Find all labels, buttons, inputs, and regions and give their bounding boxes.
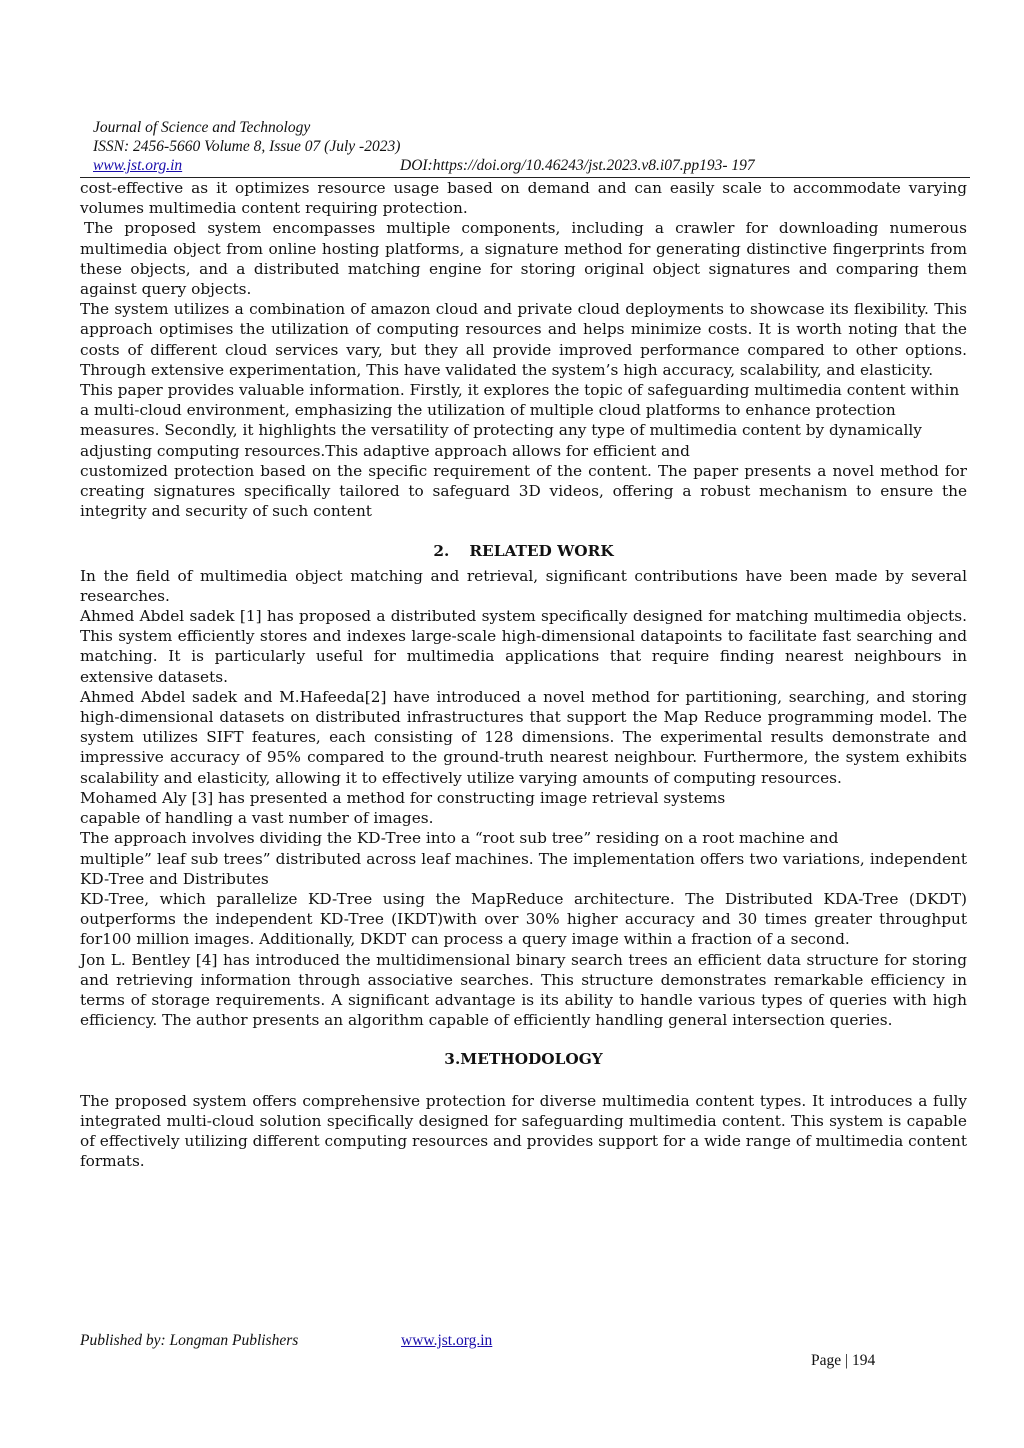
- related-work-paragraph: Ahmed Abdel sadek and M.Hafeeda[2] have introduced a novel method for partitioning, searching, and storing high-dimensional datasets on distributed infrastructures that support the Map Reduce programming model. The system utilizes SIFT features, each consisting of 128 dimensions. The experimental results demonstrate and impressive accuracy of 95% compared to the ground-truth nearest neighbour. Furthermore, the system exhibits scalability and elasticity, allowing it to effectively utilize varying amounts of computing resources.: [80, 687, 967, 787]
- journal-issn: ISSN: 2456-5660 Volume 8, Issue 07 (July -2023): [93, 138, 401, 155]
- related-work-paragraph: KD-Tree, which parallelize KD-Tree using the MapReduce architecture. The Distributed KDA-Tree (DKDT) outperforms the independent KD-Tree (IKDT)with over 30% higher accuracy and 30 times greater throughput for100 million images. Additionally, DKDT can process a query image within a fraction of a second.: [80, 889, 967, 949]
- header-doi: DOI:https://doi.org/10.46243/jst.2023.v8.i07.pp193- 197: [400, 157, 755, 174]
- intro-paragraph: The proposed system encompasses multiple components, including a crawler for downloading numerous multimedia object from online hosting platforms, a signature method for generating distinctive fingerprints from these objects, and a distributed matching engine for storing original object signatures and comparing them against query objects.: [80, 219, 967, 299]
- section-heading-methodology: 3.METHODOLOGY: [444, 1050, 603, 1069]
- intro-paragraph: cost-effective as it optimizes resource usage based on demand and can easily scale to accommodate varying volumes multimedia content requiring protection.: [80, 179, 967, 218]
- footer-website-link[interactable]: www.jst.org.in: [401, 1332, 493, 1349]
- intro-paragraph: adjusting computing resources.This adaptive approach allows for efficient and: [80, 441, 690, 460]
- header-website-link[interactable]: www.jst.org.in: [93, 157, 183, 174]
- related-work-paragraph: Mohamed Aly [3] has presented a method for constructing image retrieval systems: [80, 788, 726, 807]
- related-work-paragraph: In the field of multimedia object matching and retrieval, significant contributions have been made by several researches.: [80, 566, 967, 605]
- header-links-row: [93, 156, 793, 175]
- intro-paragraph: The system utilizes a combination of amazon cloud and private cloud deployments to showcase its flexibility. This approach optimises the utilization of computing resources and helps minimize costs. It is worth noting that the costs of different cloud services vary, but they all provide improved performance compared to other options. Through extensive experimentation, This have validated the system’s high accuracy, scalability, and elasticity.: [80, 300, 967, 379]
- section-number: 2.: [433, 542, 450, 561]
- related-work-paragraph: multiple” leaf sub trees” distributed across leaf machines. The implementation offers two variations, independent KD-Tree and Distributes: [80, 849, 967, 888]
- intro-paragraph: This paper provides valuable information. Firstly, it explores the topic of safeguarding multimedia content within a multi-cloud environment, emphasizing the utilization of multiple cloud platforms to enhance protection measures. Secondly, it highlights the versatility of protecting any type of multimedia content by dynamically: [80, 381, 960, 440]
- section-title: RELATED WORK: [469, 542, 614, 561]
- section-heading-related-work: [80, 541, 967, 561]
- article-body: [80, 178, 967, 1171]
- related-work-paragraph: The approach involves dividing the KD-Tree into a “root sub tree” residing on a root machine and: [80, 829, 839, 848]
- methodology-paragraph: The proposed system offers comprehensive protection for diverse multimedia content types. It introduces a fully integrated multi-cloud solution specifically designed for safeguarding multimedia content. This system is capable of effectively utilizing different computing resources and provides support for a wide range of multimedia content formats.: [80, 1091, 967, 1171]
- related-work-paragraph: Ahmed Abdel sadek [1] has proposed a distributed system specifically designed for matching multimedia objects. This system efficiently stores and indexes large-scale high-dimensional datapoints to facilitate fast searching and matching. It is particularly useful for multimedia applications that require finding nearest neighbours in extensive datasets.: [80, 607, 967, 686]
- intro-paragraph: customized protection based on the specific requirement of the content. The paper presents a novel method for creating signatures specifically tailored to safeguard 3D videos, offering a robust mechanism to ensure the integrity and security of such content: [80, 461, 967, 521]
- related-work-paragraph: capable of handling a vast number of images.: [80, 809, 434, 828]
- journal-title: Journal of Science and Technology: [93, 119, 311, 136]
- footer-publisher: Published by: Longman Publishers: [80, 1332, 299, 1349]
- running-header: [93, 118, 793, 175]
- related-work-paragraph: Jon L. Bentley [4] has introduced the multidimensional binary search trees an efficient data structure for storing and retrieving information through associative searches. This structure demonstrates remarkable efficiency in terms of storage requirements. A significant advantage is its ability to handle various types of queries with high efficiency. The author presents an algorithm capable of efficiently handling general intersection queries.: [80, 950, 967, 1030]
- page-number: Page | 194: [811, 1352, 876, 1369]
